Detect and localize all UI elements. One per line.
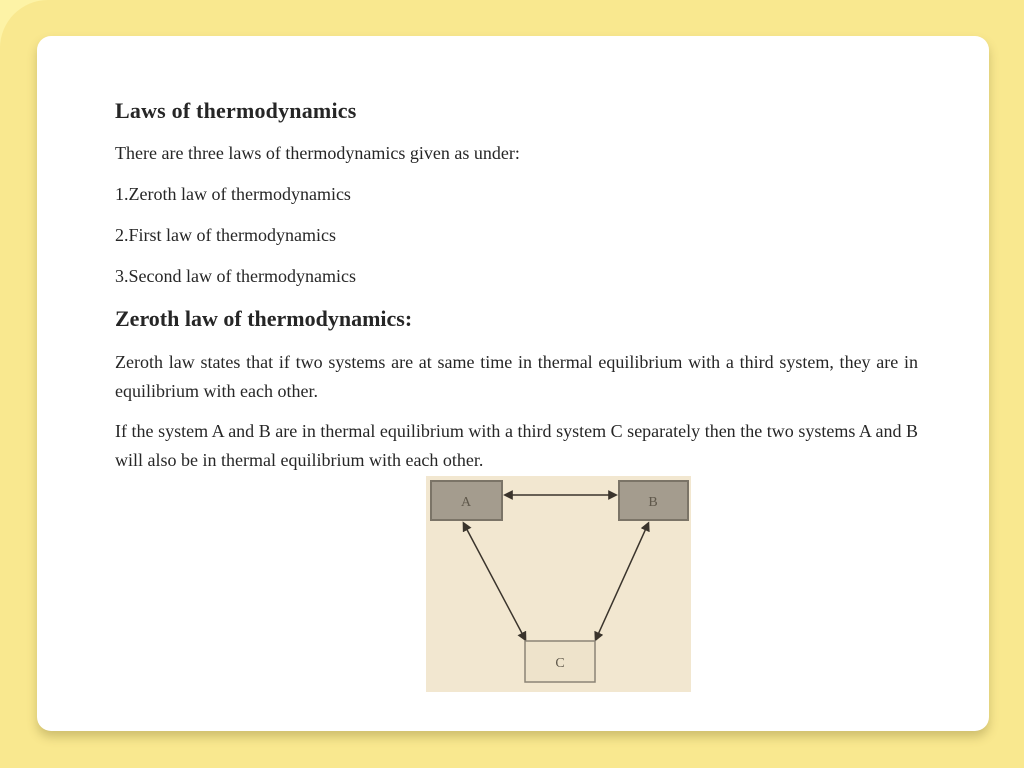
system-a-label: A xyxy=(460,495,472,510)
section-heading: Zeroth law of thermodynamics: xyxy=(115,306,413,331)
law-item-first: 2.First law of thermodynamics xyxy=(115,225,336,245)
zeroth-law-example: If the system A and B are in thermal equilibrium with a third system C separately then the two systems A and B will also be in thermal equilibrium with each other. xyxy=(115,421,918,470)
intro-text: There are three laws of thermodynamics given as under: xyxy=(115,143,520,163)
diagram-svg xyxy=(426,476,691,692)
zeroth-law-diagram xyxy=(426,476,691,692)
system-b-label: B xyxy=(648,495,658,510)
system-c-label: C xyxy=(555,656,565,671)
slide-content xyxy=(115,36,918,731)
zeroth-law-definition: Zeroth law states that if two systems are at same time in thermal equilibrium with a third system, they are in equilibrium with each other. xyxy=(115,352,918,401)
law-item-second: 3.Second law of thermodynamics xyxy=(115,266,356,286)
slide-title: Laws of thermodynamics xyxy=(115,98,357,123)
slide-panel xyxy=(37,36,989,731)
law-item-zeroth: 1.Zeroth law of thermodynamics xyxy=(115,184,351,204)
